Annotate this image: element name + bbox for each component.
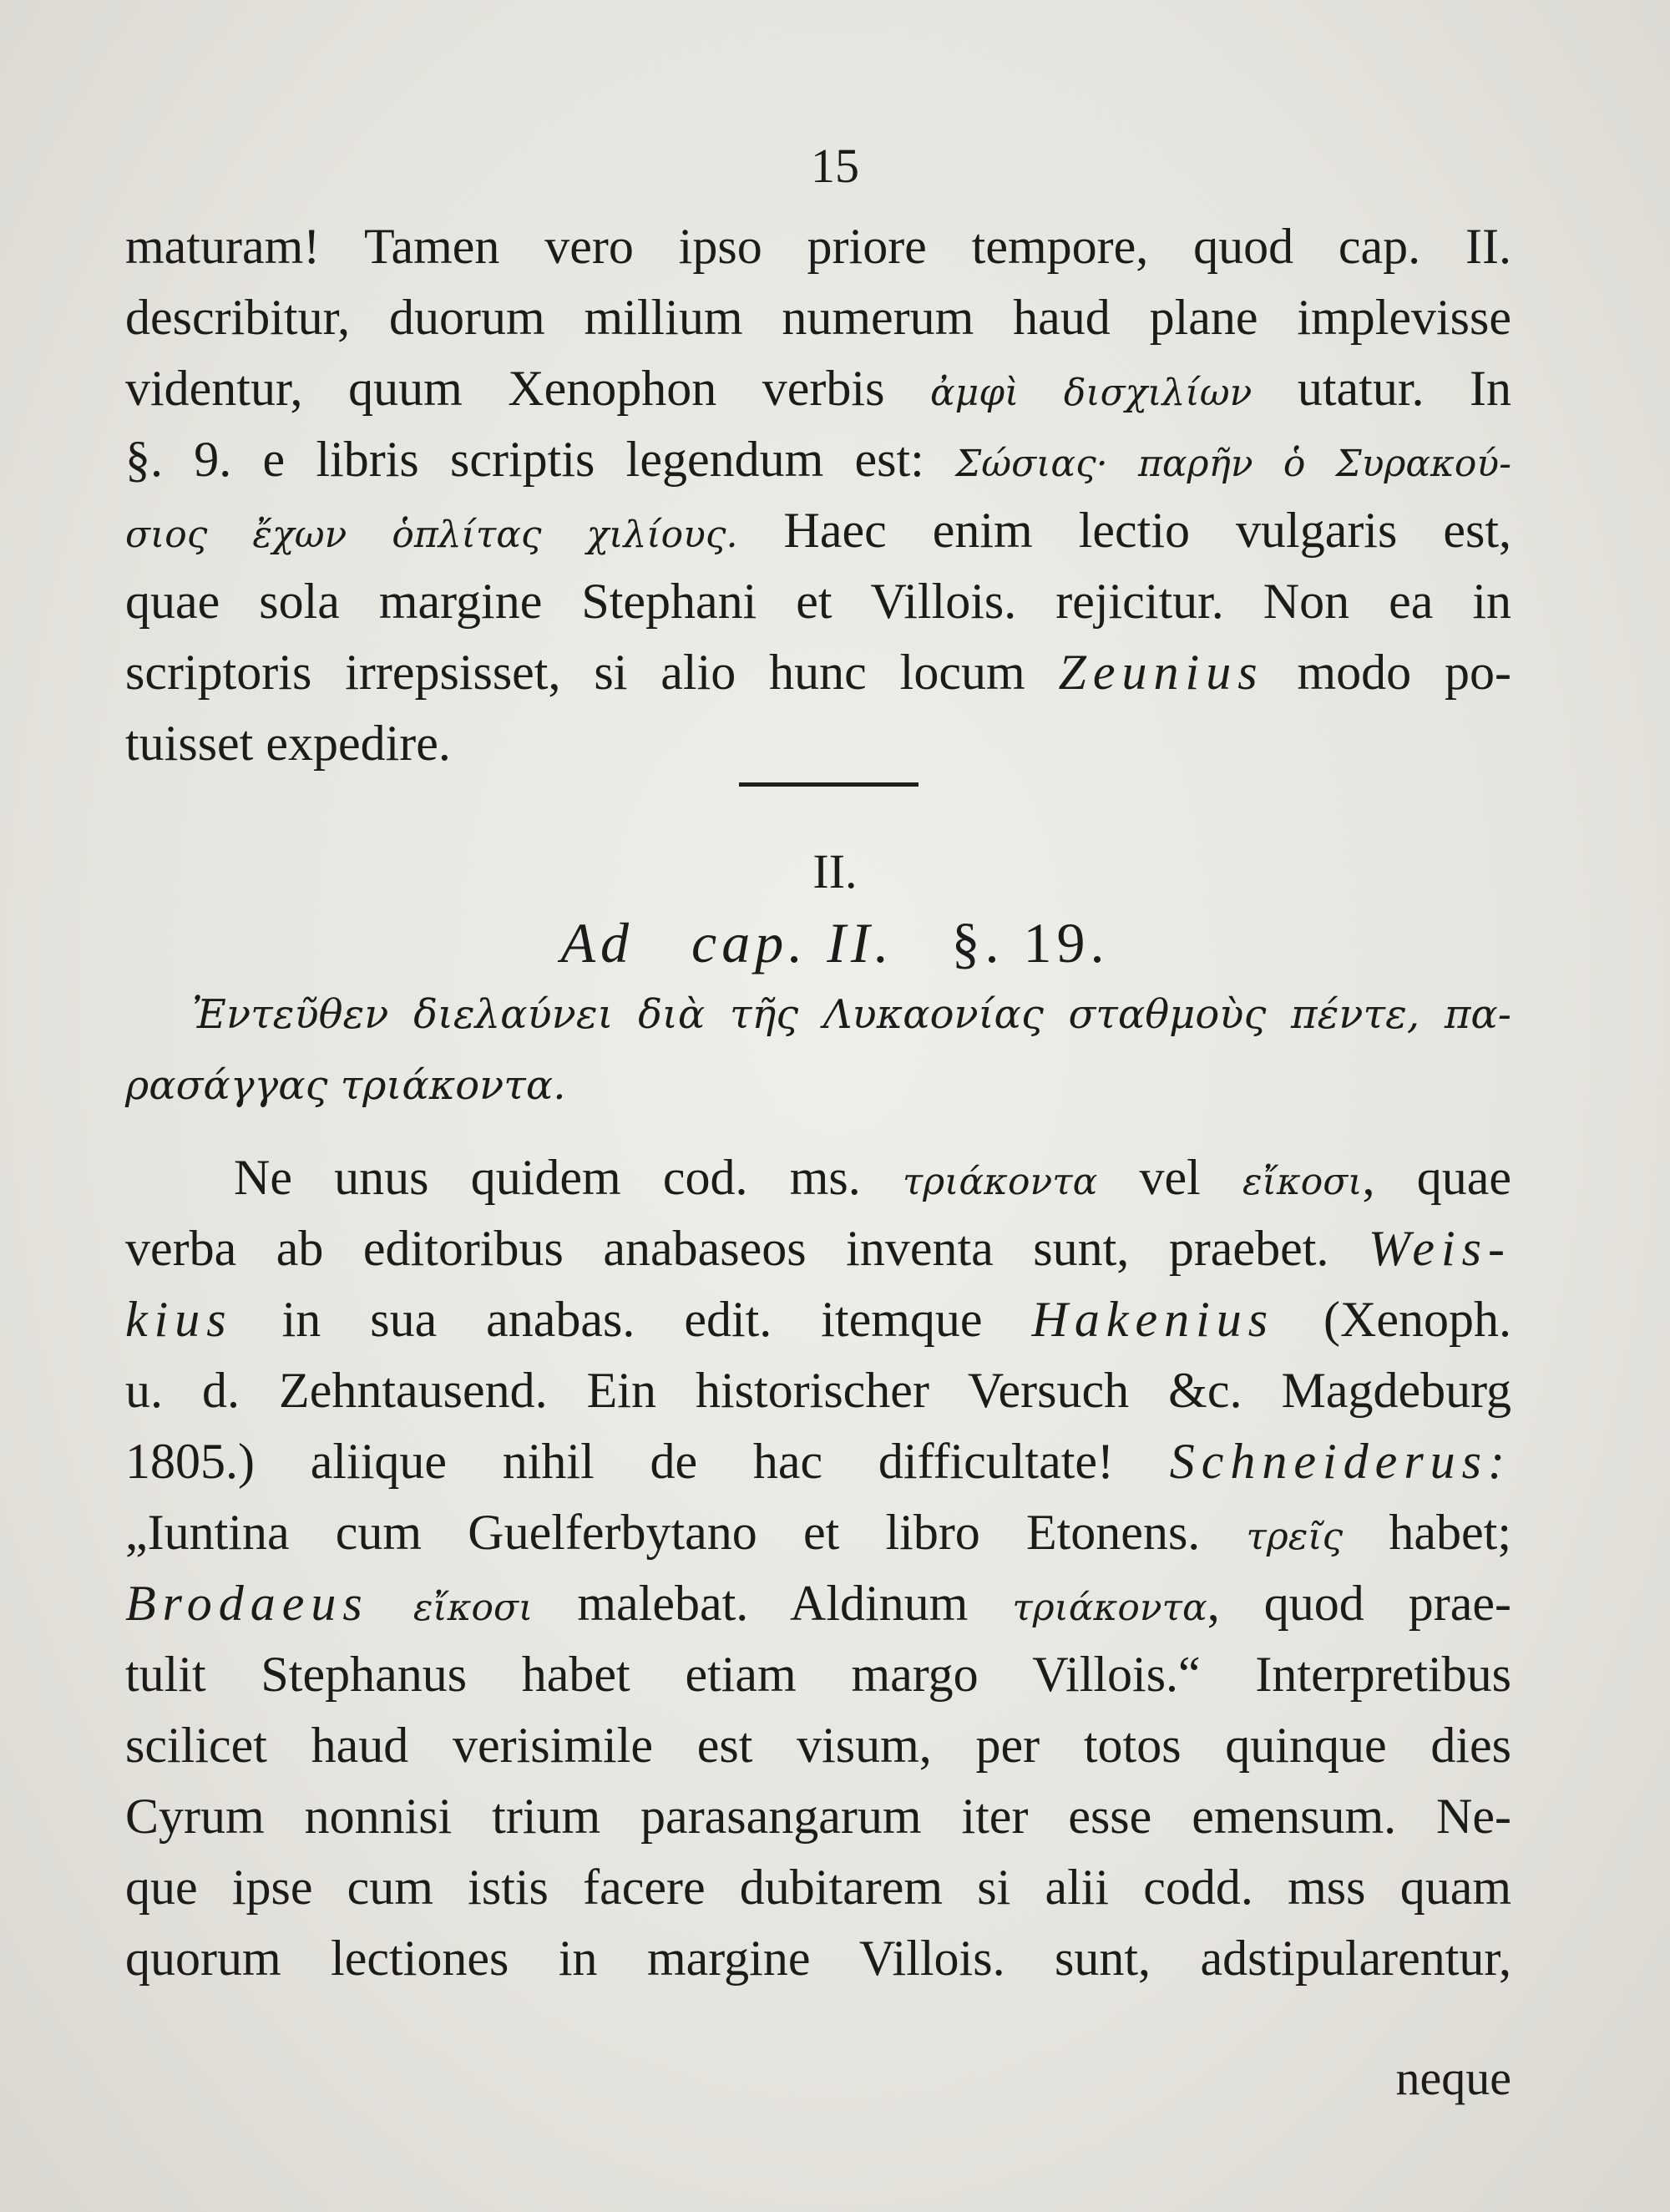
section-number: II.	[812, 844, 858, 898]
author-name: kius	[125, 1292, 233, 1347]
author-name: Hakenius	[1031, 1292, 1275, 1347]
text-line: §. 9. e libris scriptis legendum est: Σώσιας· παρῆν ὁ Συρακού-	[125, 432, 1511, 487]
text-line: videntur, quum Xenophon verbis ἀμφὶ δισχιλίων utatur. In	[125, 361, 1512, 416]
heading-section: §. 19.	[951, 911, 1110, 974]
greek-phrase: εἴκοσι	[412, 1587, 534, 1629]
author-name: Brodaeus	[125, 1576, 369, 1631]
author-name: Schneiderus:	[1169, 1434, 1511, 1489]
text-line: 1805.) aliique nihil de hac difficultate! Schneiderus:	[125, 1434, 1511, 1489]
text-line: scriptoris irrepsisset, si alio hunc locum Zeunius modo po-	[125, 645, 1511, 700]
text-line: verba ab editoribus anabaseos inventa sunt, praebet. Weis-	[125, 1221, 1511, 1276]
greek-phrase: σιος ἔχων ὁπλίτας χιλίους.	[125, 514, 738, 556]
greek-phrase: τριάκοντα	[902, 1161, 1098, 1203]
heading-ad: Ad	[560, 911, 635, 974]
greek-phrase: ἀμφὶ δισχιλίων	[929, 372, 1252, 414]
text-line: „Iuntina cum Guelferbytano et libro Etonens. τρεῖς habet;	[125, 1505, 1511, 1560]
text-line: σιος ἔχων ὁπλίτας χιλίους. Haec enim lectio vulgaris est,	[125, 503, 1511, 558]
greek-phrase: Σώσιας· παρῆν ὁ Συρακού-	[955, 443, 1511, 485]
text-line: que ipse cum istis facere dubitarem si alii codd. mss quam	[125, 1860, 1511, 1915]
greek-quote-line: Ἐντεῦθεν διελαύνει διὰ τῆς Λυκαονίας σταθμοὺς πέντε, πα-	[192, 991, 1511, 1038]
author-name: Weis-	[1368, 1221, 1511, 1276]
greek-quote-line: ρασάγγας τριάκοντα.	[125, 1062, 566, 1109]
catchword: neque	[1395, 2051, 1511, 2105]
heading-cap: cap. II.	[691, 911, 894, 974]
text-line: kius in sua anabas. edit. itemque Hakenius (Xenoph.	[125, 1292, 1511, 1347]
text-line: quae sola margine Stephani et Villois. rejicitur. Non ea in	[125, 574, 1511, 629]
greek-phrase: τρεῖς	[1246, 1516, 1344, 1558]
text-line: describitur, duorum millium numerum haud plane implevisse	[125, 290, 1511, 345]
section-heading	[0, 910, 1670, 976]
text-line: quorum lectiones in margine Villois. sunt, adstipularentur,	[125, 1931, 1511, 1986]
page-number: 15	[811, 139, 859, 193]
section-divider	[739, 782, 918, 787]
text-line: tulit Stephanus habet etiam margo Villois.“ Interpretibus	[125, 1647, 1511, 1702]
text-line: maturam! Tamen vero ipso priore tempore, quod cap. II.	[125, 219, 1511, 274]
text-line: tuisset expedire.	[125, 716, 451, 771]
greek-phrase: τριάκοντα	[1012, 1587, 1207, 1629]
text-line: Brodaeus εἴκοσι malebat. Aldinum τριάκοντα, quod prae-	[125, 1576, 1512, 1631]
text-line: Cyrum nonnisi trium parasangarum iter esse emensum. Ne-	[125, 1789, 1511, 1844]
author-name: Zeunius	[1058, 645, 1264, 700]
greek-phrase: εἴκοσι	[1242, 1161, 1363, 1203]
text-line: scilicet haud verisimile est visum, per totos quinque dies	[125, 1718, 1511, 1773]
text-line: Ne unus quidem cod. ms. τριάκοντα vel εἴκοσι, quae	[234, 1150, 1511, 1205]
text-line: u. d. Zehntausend. Ein historischer Versuch &c. Magdeburg	[125, 1363, 1511, 1418]
